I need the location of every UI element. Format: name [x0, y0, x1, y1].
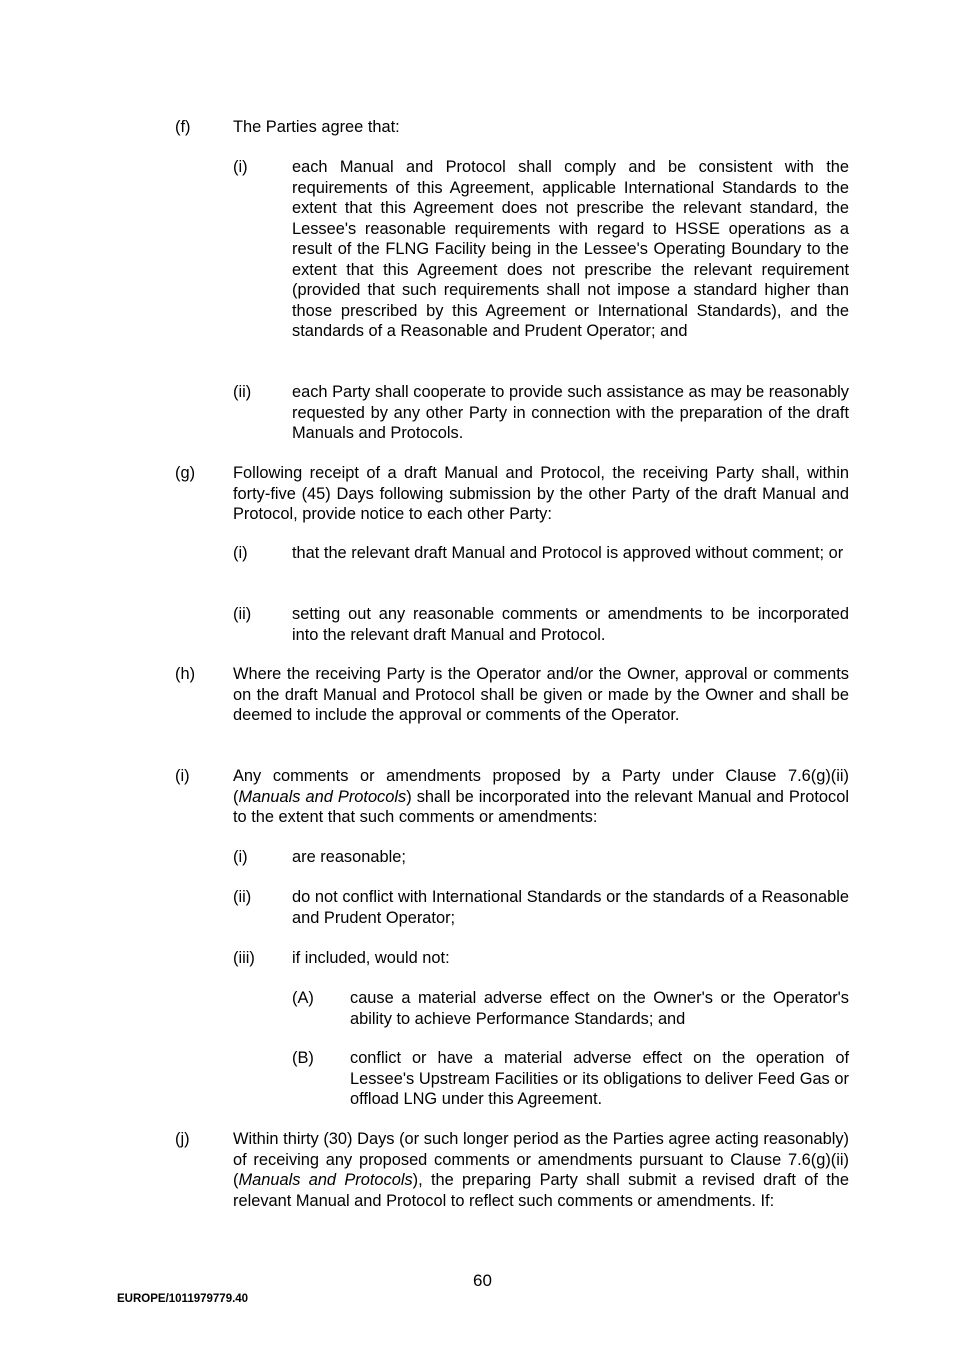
clause-i-label: (i): [175, 767, 190, 785]
clause-g-ii-label: (ii): [233, 605, 252, 623]
clause-f-ii-label: (ii): [233, 383, 252, 401]
clause-i-ii-label: (ii): [233, 888, 252, 906]
clause-j-text: [233, 1129, 849, 1211]
clause-j-text-before: Within thirty (30) Days (or such longer period as the Parties agree acting reasonably) of receiving any proposed comments or amendments pursuant to Clause 7.6(g)(ii) (: [233, 1130, 849, 1189]
clause-i-ii-text: do not conflict with International Standards or the standards of a Reasonable and Prudent Operator;: [292, 888, 849, 927]
clause-i-italic-ref: Manuals and Protocols: [238, 787, 407, 806]
clause-f-i-label: (i): [233, 158, 248, 176]
clause-h-text: Where the receiving Party is the Operator and/or the Owner, approval or comments on the draft Manual and Protocol shall be given or made by the Owner and shall be deemed to include the approval or comments of the Operator.: [233, 665, 849, 724]
clause-f-text: The Parties agree that:: [233, 118, 400, 136]
clause-j-label: (j): [175, 1130, 190, 1148]
clause-g-i-label: (i): [233, 544, 248, 562]
clause-f-i-text: each Manual and Protocol shall comply and be consistent with the requirements of this Agreement, applicable International Standards to the extent that this Agreement does not prescribe the relevant standard, the Lessee's reasonable requirements with regard to HSSE operations as a result of the FLNG Facility being in the Lessee's Operating Boundary to the extent that this Agreement does not prescribe the relevant requirement (provided that such requirements shall not impose a standard higher than those prescribed by this Agreement or International Standards), and the standards of a Reasonable and Prudent Operator; and: [292, 158, 849, 340]
clause-g-ii-text: setting out any reasonable comments or amendments to be incorporated into the relevant draft Manual and Protocol.: [292, 605, 849, 644]
clause-i-iii-A-text: cause a material adverse effect on the Owner's or the Operator's ability to achieve Performance Standards; and: [350, 989, 849, 1028]
clause-h-label: (h): [175, 665, 196, 683]
clause-i-iii-label: (iii): [233, 949, 255, 967]
clause-i-iii-text: if included, would not:: [292, 949, 450, 967]
clause-g-label: (g): [175, 464, 196, 482]
document-reference: EUROPE/1011979779.40: [117, 1293, 249, 1305]
clause-g-text: Following receipt of a draft Manual and Protocol, the receiving Party shall, within forty-five (45) Days following submission by the other Party of the draft Manual and Protocol, provide notice to each other Party:: [233, 464, 849, 523]
clause-i-text-after: ) shall be incorporated into the relevant Manual and Protocol to the extent that such comments or amendments:: [233, 787, 850, 826]
clause-i-text-before: Any comments or amendments proposed by a Party under Clause 7.6(g)(ii) (: [233, 767, 849, 806]
clause-f-ii-text: each Party shall cooperate to provide such assistance as may be reasonably requested by any other Party in connection with the preparation of the draft Manuals and Protocols.: [292, 383, 849, 442]
clause-j-text-after: ), the preparing Party shall submit a revised draft of the relevant Manual and Protocol to reflect such comments or amendments. If:: [233, 1171, 849, 1210]
clause-i-i-label: (i): [233, 848, 248, 866]
clause-i-iii-B-label: (B): [292, 1049, 314, 1067]
clause-i-iii-B-text: conflict or have a material adverse effect on the operation of Lessee's Upstream Facilities or its obligations to deliver Feed Gas or offload LNG under this Agreement.: [350, 1049, 849, 1108]
clause-i-iii-A-label: (A): [292, 989, 314, 1007]
clause-g-i-text: that the relevant draft Manual and Protocol is approved without comment; or: [292, 544, 844, 562]
clause-i-text: [233, 766, 849, 828]
clause-j-italic-ref: Manuals and Protocols: [238, 1171, 413, 1189]
page-number: 60: [473, 1271, 492, 1290]
clause-f-label: (f): [175, 118, 191, 136]
clause-i-i-text: are reasonable;: [292, 848, 406, 866]
